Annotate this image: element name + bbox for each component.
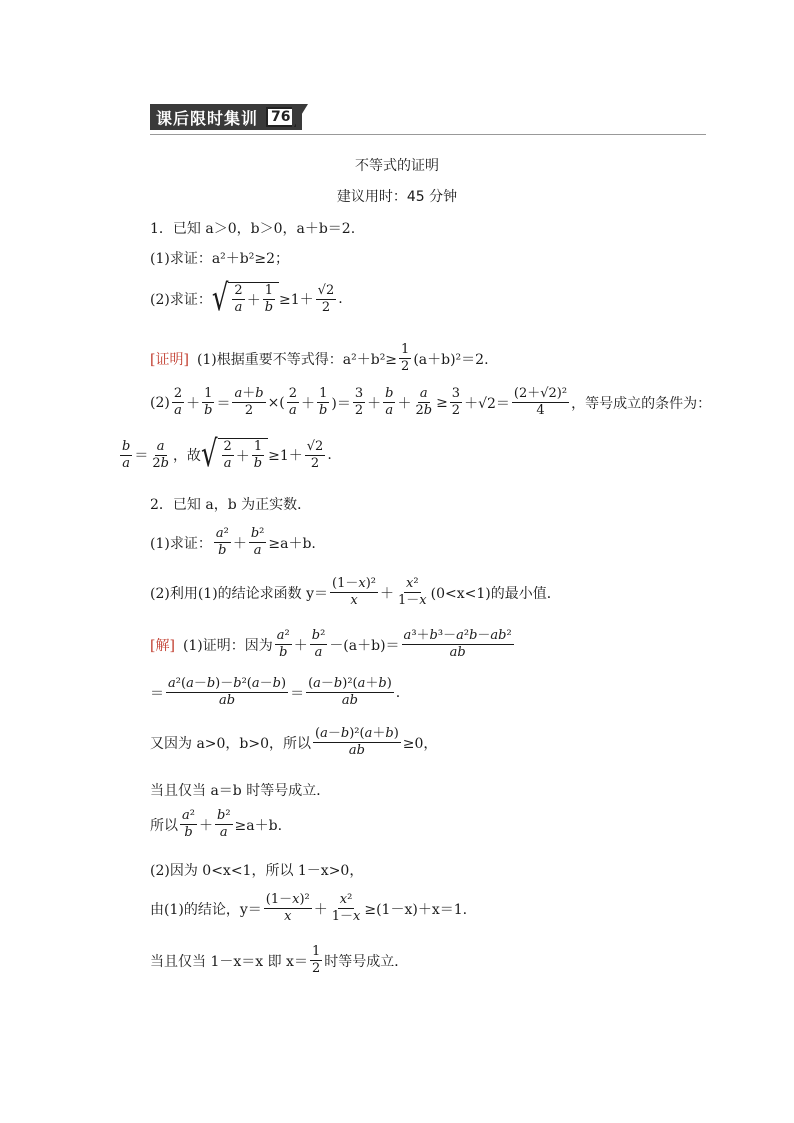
proof-line-1-tail: (a＋b)²＝2. bbox=[413, 351, 489, 368]
solution-tag: [解] bbox=[150, 637, 175, 654]
sol-line-1-mid: －(a＋b)＝ bbox=[329, 637, 400, 654]
proof-line-3: $\frac{b}{a}$ ＝ $\frac{a}{2b}$ ，故 √ $\frac{2}{a}$ ＋ $\frac{1}{b}$ ≥1＋ $\frac{√2}{2}$ . bbox=[122, 434, 332, 476]
page-title: 不等式的证明 bbox=[355, 158, 439, 174]
proof-line-2-tail: ，等号成立的条件为： bbox=[571, 395, 712, 412]
proof-line-3-tail: ≥1＋ bbox=[268, 448, 303, 464]
sol-line-1-prefix: (1)证明：因为 bbox=[182, 637, 273, 654]
q2-part1-prefix: (1)求证： bbox=[150, 535, 212, 552]
sol-line-8: 当且仅当 1－x＝x 即 x＝ $\frac{1}{2}$ 时等号成立． bbox=[150, 944, 409, 976]
sol-line-1: [解] (1)证明：因为 $\frac{\text{a²}}{b}$ ＋ $\frac{\text{b²}}{a}$ －(a＋b)＝ $\frac{\text{a³＋b³－a²b－ab²}}{ab}$ bbox=[150, 628, 512, 660]
sqrt-expression: √ $\frac{2}{a}$ ＋ $\frac{1}{b}$ bbox=[212, 282, 279, 316]
q1-part2-suffix: ≥1＋ bbox=[279, 292, 314, 308]
sol-line-6: (2)因为 0<x<1，所以 1－x>0， bbox=[150, 863, 364, 879]
sol-line-5-tail: ≥a＋b. bbox=[234, 817, 283, 834]
q2-part2-tail: (0<x<1)的最小值． bbox=[430, 585, 561, 602]
sol-line-3-prefix: 又因为 a>0，b>0，所以 bbox=[150, 735, 312, 752]
sol-line-8-tail: 时等号成立． bbox=[324, 953, 409, 970]
proof-line-3-mid: ，故 bbox=[172, 448, 201, 464]
banner-tail bbox=[292, 104, 308, 130]
proof-tag: [证明] bbox=[150, 351, 189, 368]
proof-line-2: (2) $\frac{2}{a}$ ＋ $\frac{1}{b}$ ＝ $\frac{a+b}{2}$ ×( $\frac{2}{a}$ ＋ $\frac{1}{b}$ )＝ $\frac{3}{2}$ ＋ $\frac{b}{a}$ ＋ $\frac{a}{2b}$ ≥ $\frac{3}{2}$ ＋√2＝ $\frac{\text{(2＋√2)²}}{4}$ ，等号成立的条件为： bbox=[150, 386, 712, 418]
sol-line-4: 当且仅当 a＝b 时等号成立． bbox=[150, 783, 331, 799]
proof-line-1: [证明] (1)根据重要不等式得：a²＋b²≥ $\frac{1}{2}$ (a＋b)²＝2. bbox=[150, 342, 489, 374]
sol-line-3-tail: ≥0， bbox=[402, 735, 438, 752]
sol-line-5-prefix: 所以 bbox=[150, 817, 178, 834]
q2-part2: (2)利用(1)的结论求函数 y＝ $\frac{\text{(1－x)²}}{x}$ ＋ $\frac{\text{x²}}{1-x}$ (0<x<1)的最小值． bbox=[150, 576, 561, 608]
q1-part2-prefix: (2)求证： bbox=[150, 292, 212, 308]
sol-line-7-tail: ≥(1－x)＋x＝1. bbox=[364, 901, 468, 918]
sol-line-7: 由(1)的结论，y＝ $\frac{\text{(1－x)²}}{x}$ ＋ $\frac{\text{x²}}{1-x}$ ≥(1－x)＋x＝1. bbox=[150, 892, 468, 924]
q2-part1: (1)求证： $\frac{\text{a²}}{b}$ ＋ $\frac{\text{b²}}{a}$ ≥a＋b. bbox=[150, 526, 316, 558]
q2-part1-tail: ≥a＋b. bbox=[268, 535, 316, 552]
section-banner bbox=[150, 104, 302, 130]
page-subtitle: 建议用时：45 分钟 bbox=[336, 189, 458, 205]
sol-line-8-prefix: 当且仅当 1－x＝x 即 x＝ bbox=[150, 953, 308, 970]
sol-line-3: 又因为 a>0，b>0，所以 $\frac{\text{(a－b)²(a＋b)}}{ab}$ ≥0， bbox=[150, 726, 438, 758]
sol-line-2: ＝ $\frac{\text{a²(a－b)－b²(a－b)}}{ab}$ ＝ $\frac{\text{(a－b)²(a＋b)}}{ab}$ . bbox=[150, 676, 401, 708]
sol-line-5: 所以 $\frac{\text{a²}}{b}$ ＋ $\frac{\text{b²}}{a}$ ≥a＋b. bbox=[150, 808, 283, 840]
q2-part2-prefix: (2)利用(1)的结论求函数 y＝ bbox=[150, 585, 329, 602]
proof-line-1-text: (1)根据重要不等式得：a²＋b²≥ bbox=[196, 351, 398, 368]
q1-part1: (1)求证：a²＋b²≥2； bbox=[150, 251, 290, 267]
header-rule bbox=[150, 134, 706, 135]
banner-number: 76 bbox=[266, 107, 295, 127]
sol-line-7-prefix: 由(1)的结论，y＝ bbox=[150, 901, 262, 918]
banner-label: 课后限时集训 bbox=[156, 108, 259, 128]
q1-part2: (2)求证： √ $\frac{2}{a}$ ＋ $\frac{1}{b}$ ≥1＋ $\frac{√2}{2}$ . bbox=[150, 278, 343, 320]
q2-stem: 2．已知 a，b 为正实数． bbox=[150, 497, 312, 513]
q1-stem: 1．已知 a＞0，b＞0，a＋b＝2. bbox=[150, 221, 356, 237]
